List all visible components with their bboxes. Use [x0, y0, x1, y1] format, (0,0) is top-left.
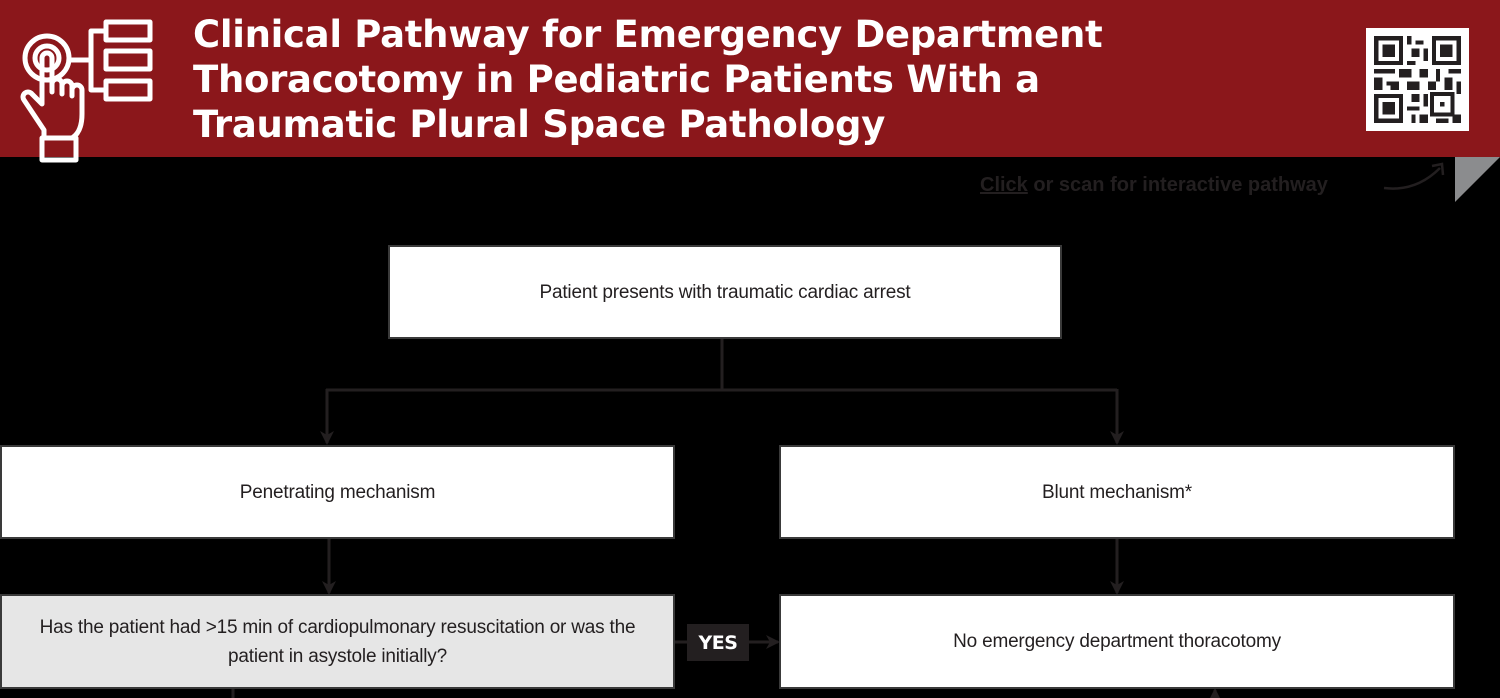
node-blunt-mechanism[interactable] — [779, 445, 1455, 539]
node-cpr-asystole-question[interactable] — [0, 594, 675, 689]
node-traumatic-cardiac-arrest[interactable] — [388, 245, 1062, 339]
title-line-3: Traumatic Plural Space Pathology — [193, 103, 886, 146]
node-no-ed-thoracotomy[interactable] — [779, 594, 1455, 689]
title-line-2: Thoracotomy in Pediatric Patients With a — [193, 58, 1040, 101]
interactive-pathway-link[interactable]: Click — [980, 174, 1028, 196]
node-label: Patient presents with traumatic cardiac arrest — [539, 281, 911, 303]
node-label: No emergency department thoracotomy — [953, 631, 1281, 652]
node-label: Blunt mechanism* — [1042, 481, 1192, 503]
node-label: Penetrating mechanism — [239, 481, 436, 503]
scan-prompt-text: or scan for interactive pathway — [1027, 174, 1328, 196]
node-label: Has the patient had >15 min of cardiopulmonary resuscitation or was the patient in asystole initially? — [39, 616, 636, 667]
title-line-1: Clinical Pathway for Emergency Department — [193, 13, 1103, 56]
edge-label-yes: YES — [687, 624, 749, 661]
node-penetrating-mechanism[interactable] — [0, 445, 675, 539]
